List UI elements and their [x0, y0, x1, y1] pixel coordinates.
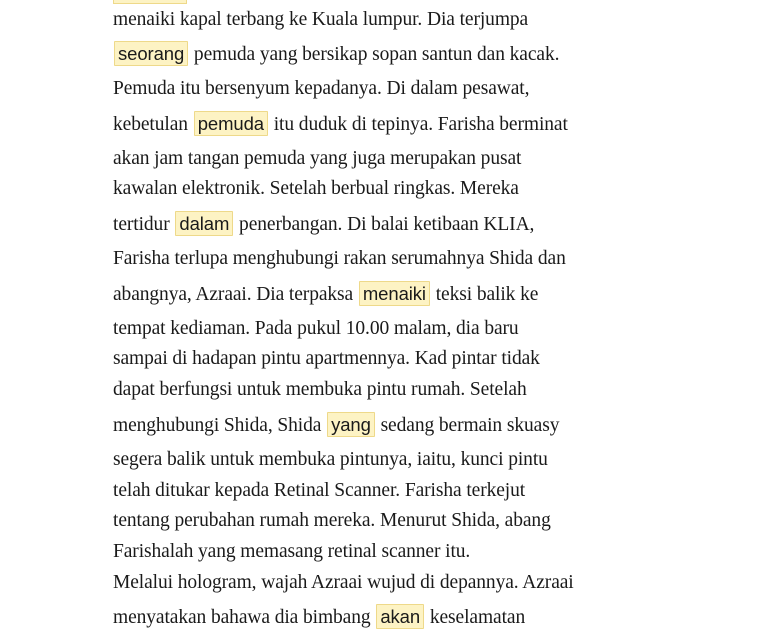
highlighted-word[interactable]: pemuda: [194, 111, 268, 136]
line-text: pemuda yang bersikap sopan santun dan kacak.: [189, 44, 560, 65]
line-text: telah ditukar kepada Retinal Scanner. Farisha terkejut: [113, 480, 526, 501]
text-line-11: [113, 346, 540, 372]
line-text: itu duduk di tepinya. Farisha berminat: [268, 114, 568, 135]
text-line-3: [113, 76, 529, 102]
line-text: menaiki kapal terbang ke Kuala lumpur. Dia terjumpa: [113, 9, 529, 30]
line-text: kebetulan: [113, 114, 193, 135]
line-text: sedang bermain skuasy: [375, 415, 560, 436]
line-text: akan jam tangan pemuda yang juga merupakan pusat: [113, 148, 522, 169]
line-text: menyatakan bahawa dia bimbang: [113, 607, 376, 628]
text-line-4: [113, 111, 568, 138]
line-text: Farishalah yang memasang retinal scanner itu.: [113, 541, 471, 562]
text-line-9: [113, 281, 538, 308]
highlighted-word[interactable]: akan: [376, 604, 424, 629]
line-text: menghubungi Shida, Shida: [113, 415, 327, 436]
line-text: tentang perubahan rumah mereka. Menurut Shida, abang: [113, 510, 551, 531]
highlight-fragment-top: [113, 0, 187, 4]
text-line-14: [113, 447, 548, 473]
text-line-12: [113, 377, 527, 403]
line-text: Pemuda itu bersenyum kepadanya. Di dalam pesawat,: [113, 78, 530, 99]
text-line-6: [113, 176, 519, 202]
text-line-16: [113, 508, 551, 534]
text-line-2: [113, 41, 559, 68]
highlighted-word[interactable]: menaiki: [359, 281, 430, 306]
line-text: dapat berfungsi untuk membuka pintu rumah. Setelah: [113, 379, 527, 400]
line-text: segera balik untuk membuka pintunya, iaitu, kunci pintu: [113, 449, 548, 470]
text-line-7: [113, 211, 534, 238]
text-line-8: [113, 246, 566, 272]
highlighted-word[interactable]: seorang: [114, 41, 188, 66]
line-text: keselamatan: [425, 607, 526, 628]
highlighted-word[interactable]: dalam: [175, 211, 233, 236]
text-line-10: [113, 316, 519, 342]
highlighted-word[interactable]: yang: [327, 412, 375, 437]
line-text: teksi balik ke: [430, 284, 539, 305]
text-line-18: [113, 570, 574, 596]
text-line-13: [113, 412, 559, 439]
line-text: tempat kediaman. Pada pukul 10.00 malam, dia baru: [113, 318, 519, 339]
line-text: tertidur: [113, 214, 175, 235]
text-line-1: [113, 7, 528, 33]
line-text: kawalan elektronik. Setelah berbual ringkas. Mereka: [113, 178, 519, 199]
line-text: sampai di hadapan pintu apartmennya. Kad pintar tidak: [113, 348, 540, 369]
text-line-15: [113, 478, 525, 504]
text-line-17: [113, 539, 470, 565]
line-text: Farisha terlupa menghubungi rakan serumahnya Shida dan: [113, 248, 566, 269]
text-line-5: [113, 146, 521, 172]
line-text: Melalui hologram, wajah Azraai wujud di depannya. Azraai: [113, 572, 574, 593]
text-line-19: [113, 604, 525, 630]
line-text: penerbangan. Di balai ketibaan KLIA,: [234, 214, 535, 235]
line-text: abangnya, Azraai. Dia terpaksa: [113, 284, 358, 305]
